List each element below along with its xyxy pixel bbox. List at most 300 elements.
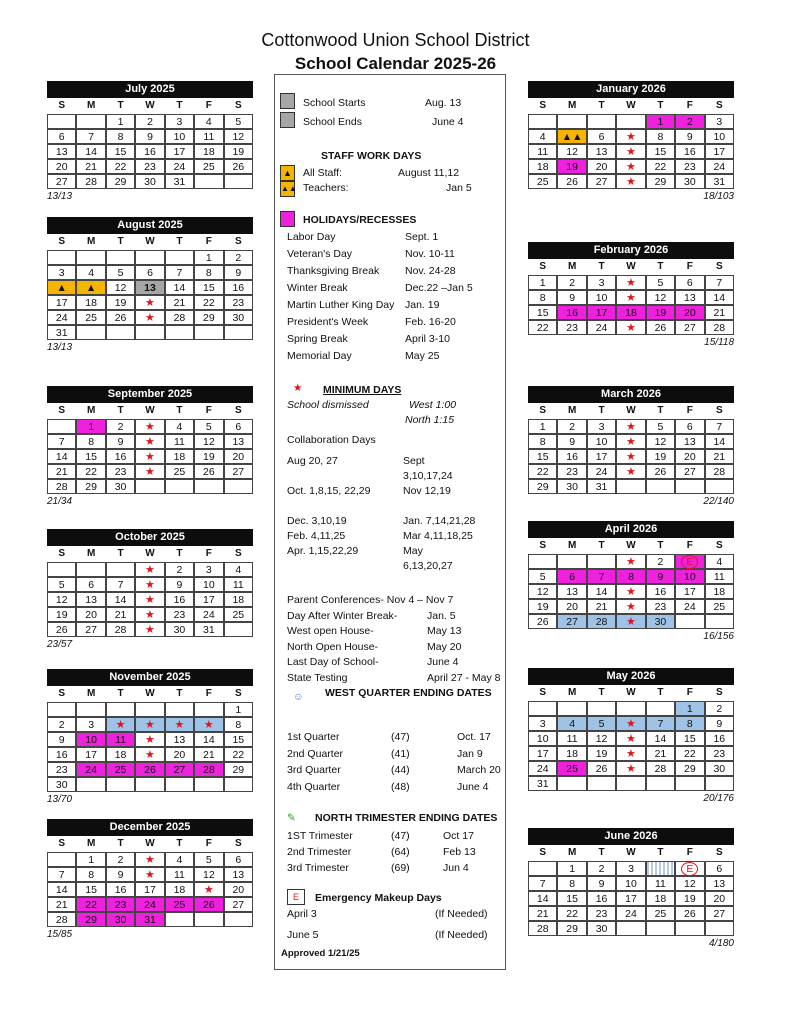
day-cell: 16 [106, 882, 135, 897]
weekday-label: T [176, 838, 183, 849]
empty-day-cell [165, 250, 194, 265]
day-cell: 26 [646, 320, 675, 335]
all-staff-date: August 11,12 [398, 167, 460, 179]
day-cell: 10 [587, 290, 616, 305]
day-cell: 28 [646, 761, 675, 776]
empty-day-cell [675, 614, 704, 629]
day-cell: 26 [194, 464, 223, 479]
star-icon: ★ [626, 466, 636, 478]
empty-day-cell [47, 852, 76, 867]
day-cell: 31 [705, 174, 734, 189]
weekday-label: W [626, 261, 636, 272]
weekday-label: W [626, 405, 636, 416]
all-staff-swatch: ▲ [280, 165, 295, 181]
day-cell [616, 174, 645, 189]
star-icon: ★ [626, 277, 636, 289]
day-cell: 29 [76, 912, 105, 927]
day-cell: 1 [76, 419, 105, 434]
holidays-text: Nov. 10-11 [405, 248, 455, 260]
empty-day-cell [165, 325, 194, 340]
day-cell: 20 [587, 159, 616, 174]
month-december-2025 [47, 819, 253, 940]
star-icon: ★ [293, 382, 303, 394]
day-cell: 18 [76, 295, 105, 310]
day-cell: 26 [47, 622, 76, 637]
quarters-text: Oct. 17 [457, 731, 491, 743]
day-cell: 22 [646, 159, 675, 174]
day-cell: 25 [528, 174, 557, 189]
day-cell: 7 [76, 129, 105, 144]
day-cell: 10 [528, 731, 557, 746]
weekday-label: S [539, 847, 547, 858]
day-cell: 3 [616, 861, 645, 876]
empty-day-cell [705, 479, 734, 494]
day-cell: 23 [557, 320, 586, 335]
trimesters-text: 3rd Trimester [287, 862, 349, 874]
events-text: State Testing [287, 671, 348, 684]
day-cell: 4 [705, 554, 734, 569]
day-cell: 16 [646, 584, 675, 599]
month-title: May 2026 [528, 668, 734, 685]
day-cell: 27 [47, 174, 76, 189]
star-icon: ★ [145, 564, 155, 576]
weekday-label: S [715, 405, 723, 416]
day-cell [135, 295, 164, 310]
day-cell: 8 [224, 717, 253, 732]
staff-work-days-heading: STAFF WORK DAYS [321, 150, 422, 162]
day-cell: 8 [646, 129, 675, 144]
day-cell: 9 [106, 434, 135, 449]
weekday-label: S [58, 100, 66, 111]
trimesters-text: (69) [391, 862, 410, 874]
empty-day-cell [224, 174, 253, 189]
day-cell: 21 [106, 607, 135, 622]
weekday-label: T [176, 688, 183, 699]
teachers-swatch: ▲▲ [280, 181, 295, 197]
events-text: April 27 - May 8 [427, 671, 501, 684]
day-cell: 13 [557, 584, 586, 599]
collab-text: Nov 12,19 [403, 485, 451, 497]
day-cell: 16 [705, 731, 734, 746]
holidays-text: President's Week [287, 316, 369, 328]
day-cell: 23 [165, 607, 194, 622]
day-cell: 18 [557, 746, 586, 761]
day-cell: 1 [76, 852, 105, 867]
day-cell: 6 [47, 129, 76, 144]
day-cell: 28 [165, 310, 194, 325]
day-cell: 24 [587, 464, 616, 479]
day-cell: 5 [646, 275, 675, 290]
day-cell [675, 861, 704, 876]
day-cell: 11 [646, 876, 675, 891]
day-cell: 24 [135, 897, 164, 912]
day-cell [165, 717, 194, 732]
day-cell: 20 [705, 891, 734, 906]
day-grid [528, 701, 734, 791]
weekday-label: M [567, 540, 577, 551]
star-icon: ★ [626, 161, 636, 173]
star-icon: ★ [626, 586, 636, 598]
weekday-label: S [58, 236, 66, 247]
weekday-label: S [539, 540, 547, 551]
day-cell: 2 [557, 275, 586, 290]
star-icon: ★ [203, 719, 214, 731]
month-august-2025 [47, 217, 253, 353]
day-cell: 30 [224, 310, 253, 325]
collaboration-label: Collaboration Days [287, 434, 376, 446]
quarters-text: (48) [391, 780, 410, 793]
day-cell: 30 [557, 479, 586, 494]
weekday-label: W [626, 100, 636, 111]
day-cell: 13 [587, 144, 616, 159]
collab-text: 3,10,17,24 [403, 470, 453, 482]
day-cell: 9 [224, 265, 253, 280]
day-cell [616, 554, 645, 569]
empty-day-cell [224, 479, 253, 494]
day-cell: 31 [135, 912, 164, 927]
day-cell: 14 [587, 584, 616, 599]
day-cell: 4 [165, 852, 194, 867]
empty-day-cell [587, 701, 616, 716]
day-cell: 1 [106, 114, 135, 129]
day-cell: 9 [135, 129, 164, 144]
weekday-label: S [58, 548, 66, 559]
quarters-text: June 4 [457, 780, 489, 793]
day-cell: 29 [557, 921, 586, 936]
day-cell: 2 [705, 701, 734, 716]
day-cell: 25 [646, 906, 675, 921]
quarters-text: Jan 9 [457, 747, 483, 760]
day-cell: 7 [705, 275, 734, 290]
day-tally: 23/57 [47, 639, 73, 650]
day-cell: 6 [675, 275, 704, 290]
day-cell: 26 [646, 464, 675, 479]
empty-day-cell [675, 479, 704, 494]
day-cell: 12 [47, 592, 76, 607]
weekday-label: S [58, 838, 66, 849]
star-icon: ★ [145, 421, 155, 433]
day-cell: 20 [165, 747, 194, 762]
quarters-text: (44) [391, 764, 410, 776]
weekday-label: M [86, 100, 96, 111]
day-cell: 28 [47, 912, 76, 927]
day-cell: 4 [557, 716, 586, 731]
day-cell [135, 717, 164, 732]
day-cell: 11 [106, 732, 135, 747]
day-cell: 21 [587, 599, 616, 614]
day-cell: 19 [646, 305, 675, 320]
holidays-text: Sept. 1 [405, 231, 439, 243]
day-cell: 7 [528, 876, 557, 891]
day-cell: 9 [705, 716, 734, 731]
day-cell: 23 [587, 906, 616, 921]
day-cell: 19 [194, 449, 223, 464]
month-january-2026 [528, 81, 734, 202]
day-cell: 16 [106, 449, 135, 464]
day-cell: 16 [557, 305, 586, 320]
day-cell: 26 [224, 159, 253, 174]
day-cell: 9 [165, 577, 194, 592]
star-icon: ★ [174, 719, 185, 731]
empty-day-cell [165, 912, 194, 927]
holidays-text: Memorial Day [287, 350, 352, 362]
weekday-label: W [145, 405, 155, 416]
day-cell: 14 [47, 449, 76, 464]
day-cell [616, 464, 645, 479]
month-title: September 2025 [47, 386, 253, 403]
weekday-label: M [567, 847, 577, 858]
empty-day-cell [47, 702, 76, 717]
empty-day-cell [705, 614, 734, 629]
approved-text: Approved 1/21/25 [281, 948, 360, 959]
weekday-label: M [567, 100, 577, 111]
empty-day-cell [616, 921, 645, 936]
star-icon: ★ [145, 624, 155, 636]
holidays-text: Nov. 24-28 [405, 265, 456, 277]
empty-day-cell [47, 250, 76, 265]
day-cell [135, 419, 164, 434]
day-grid [528, 419, 734, 494]
weekday-label: F [205, 548, 212, 559]
trimesters-text: 1ST Trimester [287, 830, 353, 842]
weekday-label: F [686, 405, 693, 416]
day-cell: 18 [646, 891, 675, 906]
weekday-label: T [657, 405, 664, 416]
day-cell: 7 [106, 577, 135, 592]
empty-day-cell [646, 776, 675, 791]
weekday-label: S [234, 688, 242, 699]
empty-day-cell [705, 776, 734, 791]
day-cell: 27 [705, 906, 734, 921]
day-cell: 26 [557, 174, 586, 189]
day-cell: 5 [646, 419, 675, 434]
day-cell [135, 867, 164, 882]
holidays-text: April 3-10 [405, 333, 450, 345]
empty-day-cell [616, 114, 645, 129]
school-ends-swatch [280, 112, 295, 128]
day-cell: 2 [587, 861, 616, 876]
month-september-2025 [47, 386, 253, 507]
day-cell: 27 [587, 174, 616, 189]
empty-day-cell [76, 702, 105, 717]
holidays-text: Spring Break [287, 333, 348, 345]
star-icon: ★ [626, 718, 636, 730]
day-cell: 24 [675, 599, 704, 614]
weekday-label: T [657, 540, 664, 551]
empty-day-cell [224, 622, 253, 637]
day-cell: 13 [165, 732, 194, 747]
empty-day-cell [528, 701, 557, 716]
day-cell: 19 [528, 599, 557, 614]
star-icon: ★ [203, 884, 214, 896]
empty-day-cell [675, 776, 704, 791]
empty-day-cell [194, 325, 223, 340]
day-cell: 14 [646, 731, 675, 746]
day-cell: 12 [646, 434, 675, 449]
month-february-2026 [528, 242, 734, 348]
west-dismissal: West 1:00 [409, 399, 457, 411]
day-cell: 18 [616, 305, 645, 320]
day-cell: 6 [675, 419, 704, 434]
day-cell [135, 592, 164, 607]
day-cell: 14 [705, 290, 734, 305]
month-july-2025 [47, 81, 253, 202]
day-cell: 23 [135, 159, 164, 174]
empty-day-cell [106, 702, 135, 717]
day-cell: 23 [106, 464, 135, 479]
day-tally: 20/176 [703, 793, 734, 804]
day-cell: 30 [165, 622, 194, 637]
day-tally: 21/34 [47, 496, 73, 507]
day-cell: 6 [557, 569, 586, 584]
day-cell: 15 [76, 449, 105, 464]
day-cell: 25 [557, 761, 586, 776]
day-cell: 17 [165, 144, 194, 159]
day-cell: 3 [194, 562, 223, 577]
events-text: North Open House- [287, 640, 379, 653]
empty-day-cell [224, 777, 253, 792]
day-cell: 24 [587, 320, 616, 335]
weekday-label: W [145, 100, 155, 111]
day-cell: 8 [528, 434, 557, 449]
weekday-label: M [567, 405, 577, 416]
day-cell: 21 [528, 906, 557, 921]
trimesters-text: (64) [391, 846, 410, 858]
empty-day-cell [675, 921, 704, 936]
star-icon: ★ [626, 733, 636, 745]
weekday-label: M [86, 838, 96, 849]
weekday-label: S [234, 100, 242, 111]
emergency-swatch: E [287, 889, 305, 905]
day-cell: 29 [224, 762, 253, 777]
day-cell: 14 [194, 732, 223, 747]
day-cell: 22 [224, 747, 253, 762]
day-cell: 22 [76, 464, 105, 479]
day-cell: 3 [76, 717, 105, 732]
day-cell: 26 [675, 906, 704, 921]
day-cell: 29 [646, 174, 675, 189]
day-cell: 20 [675, 305, 704, 320]
day-cell: 15 [557, 891, 586, 906]
weekday-label: T [598, 847, 605, 858]
weekday-label: T [117, 688, 124, 699]
weekday-label: T [176, 236, 183, 247]
day-cell: 7 [587, 569, 616, 584]
day-cell [616, 731, 645, 746]
day-cell: 7 [646, 716, 675, 731]
empty-day-cell [224, 912, 253, 927]
day-cell: 16 [135, 144, 164, 159]
day-cell: 20 [47, 159, 76, 174]
weekday-label: T [657, 261, 664, 272]
holidays-text: May 25 [405, 350, 440, 362]
day-cell: 22 [76, 897, 105, 912]
day-cell: 18 [528, 159, 557, 174]
emergency-icon: E [681, 555, 698, 569]
day-grid [528, 114, 734, 189]
day-cell: 14 [106, 592, 135, 607]
empty-day-cell [557, 114, 586, 129]
empty-day-cell [646, 701, 675, 716]
collab-text: Aug 20, 27 [287, 455, 338, 467]
events-text: May 13 [427, 625, 462, 637]
day-cell: 11 [224, 577, 253, 592]
day-cell: 15 [106, 144, 135, 159]
day-cell: 5 [528, 569, 557, 584]
trimesters-text: Jun 4 [443, 862, 469, 874]
empty-day-cell [646, 479, 675, 494]
empty-day-cell [587, 776, 616, 791]
empty-day-cell [76, 250, 105, 265]
day-cell: 21 [194, 747, 223, 762]
weekday-label: W [626, 687, 636, 698]
day-cell: 11 [557, 731, 586, 746]
day-cell: 21 [47, 464, 76, 479]
month-may-2026 [528, 668, 734, 804]
day-cell: 8 [675, 716, 704, 731]
day-cell: 12 [557, 144, 586, 159]
weekday-label: F [686, 687, 693, 698]
day-cell: 28 [528, 921, 557, 936]
day-cell: 5 [587, 716, 616, 731]
day-cell [616, 320, 645, 335]
day-tally: 13/13 [47, 191, 73, 202]
empty-day-cell [616, 479, 645, 494]
day-cell: 1 [646, 114, 675, 129]
day-cell: 20 [557, 599, 586, 614]
day-cell: 27 [165, 762, 194, 777]
day-cell: 28 [47, 479, 76, 494]
day-cell: 2 [106, 852, 135, 867]
day-grid [47, 419, 253, 494]
day-cell: 19 [646, 449, 675, 464]
day-cell: 22 [557, 906, 586, 921]
weekday-label: F [686, 847, 693, 858]
weekday-label: T [598, 100, 605, 111]
day-tally: 16/156 [703, 631, 734, 642]
day-cell: 9 [646, 569, 675, 584]
day-cell: 17 [705, 144, 734, 159]
weekday-label: T [176, 100, 183, 111]
day-cell: 24 [616, 906, 645, 921]
day-cell: 21 [705, 449, 734, 464]
weekday-label: F [205, 688, 212, 699]
weekday-label: T [176, 548, 183, 559]
weekday-label: T [176, 405, 183, 416]
month-title: October 2025 [47, 529, 253, 546]
day-cell: 15 [194, 280, 223, 295]
star-icon: ★ [626, 451, 636, 463]
empty-day-cell [76, 777, 105, 792]
all-staff-label: All Staff: [303, 167, 342, 179]
day-cell: 26 [528, 614, 557, 629]
weekday-label: W [626, 540, 636, 551]
day-cell: 3 [587, 419, 616, 434]
day-cell [616, 144, 645, 159]
day-cell [135, 607, 164, 622]
month-june-2026 [528, 828, 734, 949]
smiley-icon: ☺ [293, 691, 304, 703]
trimesters-text: Oct 17 [443, 830, 474, 842]
day-cell: 11 [528, 144, 557, 159]
day-cell: 1 [194, 250, 223, 265]
day-cell: 17 [587, 449, 616, 464]
weekday-label: T [657, 100, 664, 111]
weekday-label: M [86, 548, 96, 559]
day-cell: 15 [675, 731, 704, 746]
day-cell: 30 [705, 761, 734, 776]
teachers-date: Jan 5 [446, 182, 472, 194]
